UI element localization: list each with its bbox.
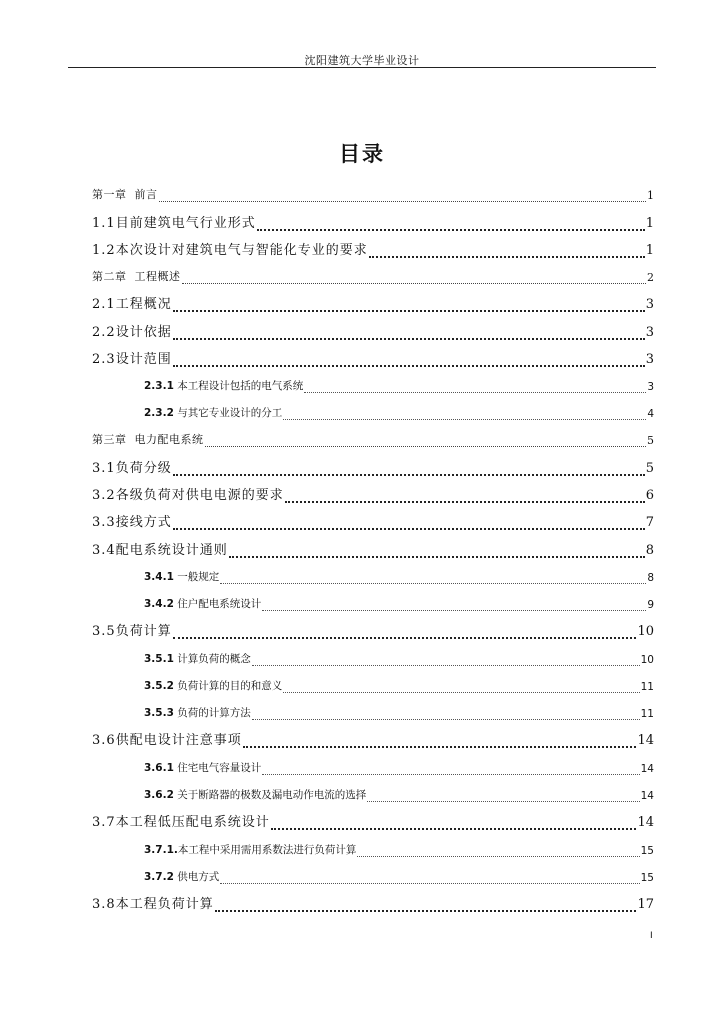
toc-entry-number: 3.4 — [92, 543, 116, 558]
toc-entry-number: 3.3 — [92, 515, 116, 530]
toc-entry-page: 1 — [647, 189, 654, 202]
toc-entry-3-4[interactable] — [92, 542, 654, 558]
toc-entry-3-5[interactable] — [92, 623, 654, 639]
toc-entry-number: 3.5.2 — [144, 680, 174, 692]
leader-dots — [285, 491, 645, 503]
toc-entry-page: 15 — [640, 872, 654, 884]
leader-dots — [215, 900, 637, 912]
toc-entry-number: 3.1 — [92, 461, 116, 476]
toc-entry-text: 本工程中采用需用系数法进行负荷计算 — [177, 844, 357, 856]
leader-dots — [283, 410, 646, 420]
leader-dots — [252, 710, 640, 720]
toc-entry-page: 9 — [647, 599, 654, 611]
toc-entry-page: 14 — [637, 815, 654, 830]
toc-entry-3-5-2[interactable] — [144, 679, 654, 693]
toc-entry-text: 负荷计算 — [115, 624, 172, 639]
toc-entry-page: 6 — [645, 488, 654, 503]
leader-dots — [357, 847, 639, 857]
page-number: I — [650, 931, 653, 941]
toc-entry-number: 2.3 — [92, 352, 116, 367]
toc-entry-page: 8 — [647, 572, 654, 584]
leader-dots — [262, 601, 646, 611]
toc-entry-3-6-1[interactable] — [144, 761, 654, 775]
toc-entry-page: 10 — [640, 654, 654, 666]
toc-entry-text: 工程概述 — [134, 270, 181, 283]
toc-entry-number: 2.2 — [92, 325, 116, 340]
leader-dots — [182, 274, 647, 284]
toc-entry-chapter-3[interactable] — [92, 433, 654, 447]
toc-entry-page: 15 — [640, 845, 654, 857]
toc-entry-2-3-1[interactable] — [144, 379, 654, 393]
toc-entry-text: 负荷的计算方法 — [177, 707, 251, 719]
toc-entry-page: 7 — [645, 515, 654, 530]
leader-dots — [369, 246, 645, 258]
leader-dots — [173, 355, 645, 367]
toc-entry-1-1[interactable] — [92, 215, 654, 231]
toc-entry-number: 3.6.1 — [144, 762, 174, 774]
leader-dots — [159, 192, 647, 202]
leader-dots — [262, 765, 639, 775]
toc-entry-number: 3.5.1 — [144, 653, 174, 665]
toc-entry-3-7[interactable] — [92, 814, 654, 830]
toc-entry-number: 1.2 — [92, 243, 116, 258]
toc-entry-page: 1 — [645, 216, 654, 231]
leader-dots — [220, 874, 639, 884]
toc-entry-page: 3 — [647, 381, 654, 393]
leader-dots — [252, 656, 640, 666]
toc-entry-number: 3.5.3 — [144, 707, 174, 719]
toc-entry-number: 3.8 — [92, 897, 116, 912]
toc-entry-text: 工程概况 — [115, 297, 172, 312]
toc-entry-3-6[interactable] — [92, 732, 654, 748]
toc-entry-3-4-1[interactable] — [144, 570, 654, 584]
toc-entry-3-1[interactable] — [92, 460, 654, 476]
header-rule — [68, 67, 656, 68]
toc-entry-page: 10 — [637, 624, 654, 639]
toc-entry-number: 第二章 — [92, 270, 127, 283]
toc-entry-number: 3.4.2 — [144, 598, 174, 610]
toc-entry-text: 计算负荷的概念 — [177, 653, 251, 665]
toc-entry-text: 本工程低压配电系统设计 — [115, 815, 270, 830]
toc-entry-number: 3.7.2 — [144, 871, 174, 883]
toc-entry-2-1[interactable] — [92, 296, 654, 312]
toc-entry-text: 设计范围 — [115, 352, 172, 367]
leader-dots — [367, 792, 639, 802]
toc-entry-text: 设计依据 — [115, 325, 172, 340]
leader-dots — [229, 546, 645, 558]
toc-entry-page: 14 — [640, 790, 654, 802]
leader-dots — [173, 328, 645, 340]
toc-entry-page: 5 — [645, 461, 654, 476]
toc-entry-number: 3.2 — [92, 488, 116, 503]
toc-entry-page: 3 — [645, 297, 654, 312]
leader-dots — [173, 464, 645, 476]
toc-entry-text: 本工程负荷计算 — [115, 897, 214, 912]
toc-entry-page: 2 — [647, 271, 654, 284]
toc-entry-number: 3.6.2 — [144, 789, 174, 801]
toc-entry-number: 3.4.1 — [144, 571, 174, 583]
toc-entry-text: 住户配电系统设计 — [177, 598, 262, 610]
toc-entry-number: 3.5 — [92, 624, 116, 639]
toc-entry-chapter-1[interactable] — [92, 188, 654, 202]
toc-entry-2-3[interactable] — [92, 351, 654, 367]
leader-dots — [220, 574, 646, 584]
toc-entry-text: 本工程设计包括的电气系统 — [177, 380, 304, 392]
toc-entry-3-2[interactable] — [92, 487, 654, 503]
leader-dots — [271, 818, 637, 830]
toc-entry-text: 负荷计算的目的和意义 — [177, 680, 283, 692]
toc-entry-page: 1 — [645, 243, 654, 258]
toc-entry-text: 各级负荷对供电电源的要求 — [115, 488, 284, 503]
toc-entry-3-4-2[interactable] — [144, 597, 654, 611]
toc-entry-number: 3.7.1. — [144, 844, 178, 856]
toc-entry-3-7-2[interactable] — [144, 870, 654, 884]
toc-entry-text: 目前建筑电气行业形式 — [115, 216, 256, 231]
toc-entry-page: 14 — [637, 733, 654, 748]
toc-title: 目录 — [339, 142, 385, 166]
toc-entry-text: 接线方式 — [115, 515, 172, 530]
toc-entry-page: 11 — [640, 708, 654, 720]
leader-dots — [173, 518, 645, 530]
toc-entry-chapter-2[interactable] — [92, 270, 654, 284]
toc-entry-number: 1.1 — [92, 216, 116, 231]
toc-entry-text: 供电方式 — [177, 871, 220, 883]
running-header: 沈阳建筑大学毕业设计 — [304, 54, 420, 67]
toc-entry-text: 电力配电系统 — [134, 433, 204, 446]
toc-entry-page: 11 — [640, 681, 654, 693]
toc-entry-3-3[interactable] — [92, 514, 654, 530]
toc-entry-page: 8 — [645, 543, 654, 558]
toc-entry-3-7-1[interactable] — [144, 843, 654, 857]
toc-entry-text: 负荷分级 — [115, 461, 172, 476]
toc-entry-number: 3.6 — [92, 733, 116, 748]
leader-dots — [205, 437, 647, 447]
toc-entry-text: 住宅电气容量设计 — [177, 762, 262, 774]
toc-entry-number: 2.3.2 — [144, 407, 174, 419]
toc-entry-3-8[interactable] — [92, 896, 654, 912]
toc-entry-3-5-3[interactable] — [144, 706, 654, 720]
toc-entry-page: 3 — [645, 352, 654, 367]
toc-entry-text: 与其它专业设计的分工 — [177, 407, 283, 419]
toc-entry-text: 供配电设计注意事项 — [115, 733, 242, 748]
leader-dots — [243, 736, 637, 748]
leader-dots — [257, 219, 645, 231]
toc-entry-number: 第一章 — [92, 188, 127, 201]
leader-dots — [304, 383, 646, 393]
toc-entry-page: 5 — [647, 434, 654, 447]
toc-entry-text: 配电系统设计通则 — [115, 543, 228, 558]
toc-entry-3-5-1[interactable] — [144, 652, 654, 666]
toc-entry-number: 2.3.1 — [144, 380, 174, 392]
leader-dots — [173, 300, 645, 312]
toc-entry-page: 3 — [645, 325, 654, 340]
leader-dots — [173, 627, 637, 639]
toc-entry-number: 3.7 — [92, 815, 116, 830]
toc-entry-2-2[interactable] — [92, 324, 654, 340]
leader-dots — [283, 683, 639, 693]
toc-entry-3-6-2[interactable] — [144, 788, 654, 802]
toc-entry-page: 14 — [640, 763, 654, 775]
toc-entry-number: 第三章 — [92, 433, 127, 446]
toc-entry-page: 4 — [647, 408, 654, 420]
toc-entry-text: 本次设计对建筑电气与智能化专业的要求 — [115, 243, 368, 258]
toc-entry-2-3-2[interactable] — [144, 406, 654, 420]
toc-entry-page: 17 — [637, 897, 654, 912]
toc-entry-text: 关于断路器的极数及漏电动作电流的选择 — [177, 789, 367, 801]
toc-entry-number: 2.1 — [92, 297, 116, 312]
toc-entry-text: 前言 — [134, 188, 158, 201]
toc-entry-text: 一般规定 — [177, 571, 220, 583]
toc-entry-1-2[interactable] — [92, 242, 654, 258]
